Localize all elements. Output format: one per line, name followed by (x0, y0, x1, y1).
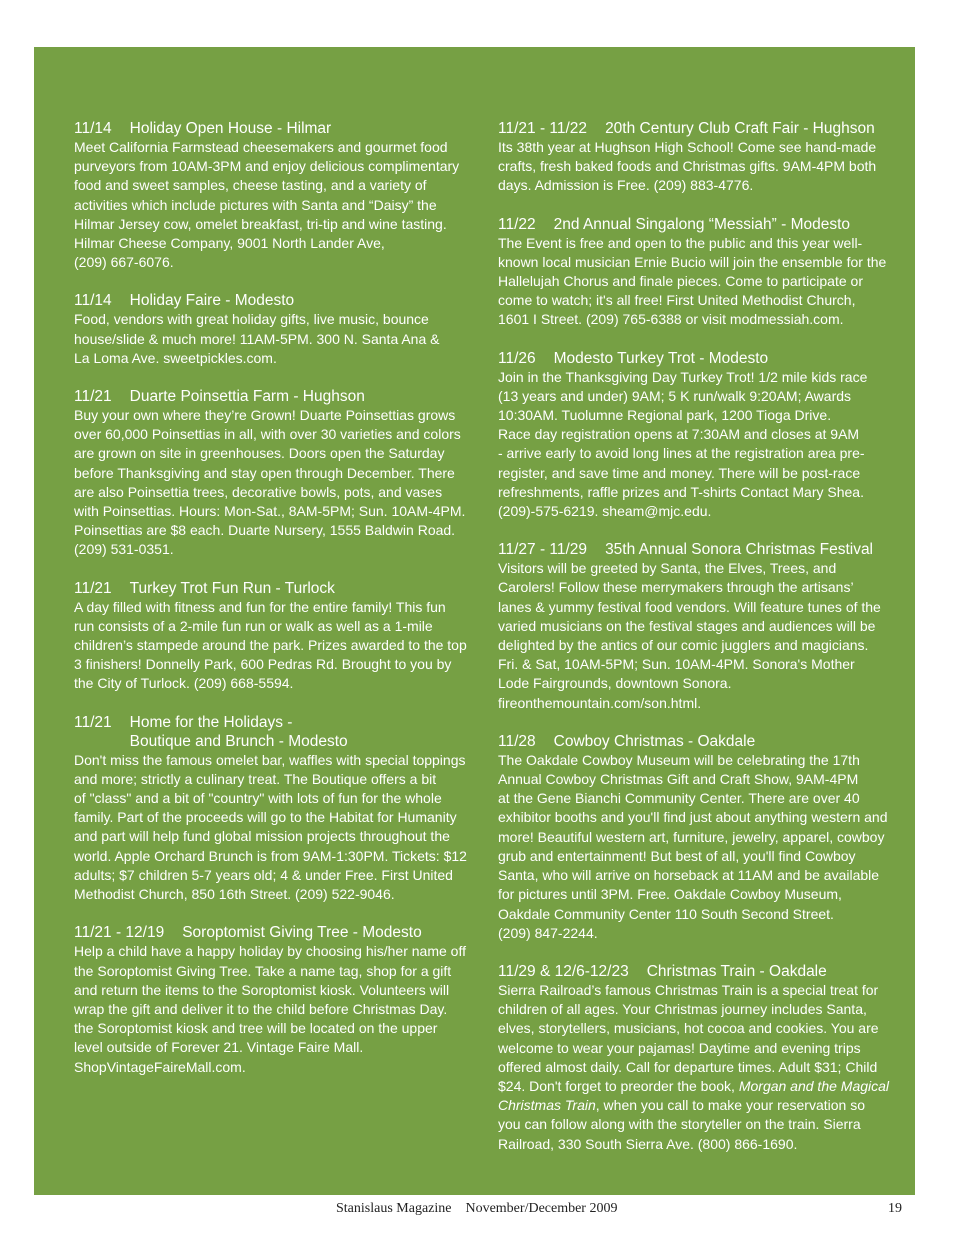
event-title-line: Turkey Trot Fun Run - Turlock (129, 579, 335, 597)
events-column-left (74, 119, 479, 1096)
event-date: 11/22 (498, 215, 536, 233)
event-description: A day filled with fitness and fun for the entire family! This fun run consists of a 2-mile fun run or walk as well as a 1-mile children’s stampede around the park. Prizes awarded to the top 3 finishers! Donnelly Park, 600 Pedras Rd. Brought to you by the City of Turlock. (209) 668-5594. (74, 598, 467, 692)
event-description: Buy your own where they’re Grown! Duarte Poinsettias grows over 60,000 Poinsettias in all, with over 30 varieties and colors are grown on site in greenhouses. Doors open the Saturday before Thanksgiving and stay open through December. There are also Poinsettia trees, decorative bowls, pots, and vases with Poinsettias. Hours: Mon-Sat., 8AM-5PM; Sun. 10AM-4PM. Poinsettias are $8 each. Duarte Nursery, 1555 Baldwin Road. (209) 531-0351. (74, 407, 466, 558)
event-title-line: Modesto Turkey Trot - Modesto (553, 349, 769, 367)
event-date: 11/21 - 11/22 (498, 120, 588, 137)
event-heading (498, 732, 906, 751)
event-item (498, 962, 906, 1154)
event-heading (498, 962, 906, 981)
event-heading (498, 119, 906, 138)
event-description: Help a child have a happy holiday by choosing his/her name off the Soroptomist Giving Tree. Take a name tag, shop for a gift and return the items to the Soroptomist kiosk. Volunteers will wrap the gift and deliver it to the child before Christmas Day. the Soroptomist kiosk and tree will be located on the upper level outside of Forever 21. Vintage Faire Mall. ShopVintageFaireMall.com. (74, 943, 466, 1075)
event-title (164, 923, 422, 942)
event-title-line: Home for the Holidays - (129, 713, 293, 731)
event-item (498, 732, 906, 943)
event-description: The Event is free and open to the public and this year well- known local musician Ernie Bucio will join the ensemble for the Hallelujah Chorus and finale pieces. Come to participate or come to watch; it's all free! First United Methodist Church, 1601 I Street. (209) 765-6388 or visit modmessiah.com. (498, 234, 887, 328)
event-item (498, 119, 906, 196)
event-title-line: 2nd Annual Singalong “Messiah” - Modesto (553, 215, 851, 233)
event-date: 11/21 (74, 579, 112, 597)
publication-info: Stanislaus Magazine November/December 2009 (336, 1201, 618, 1216)
event-item (498, 349, 906, 522)
event-date: 11/21 (74, 713, 112, 731)
page-number: 19 (888, 1201, 902, 1216)
description-text: Sierra Railroad’s famous Christmas Train is a special treat for children of all ages. Your Christmas journey includes Santa, elves, storytellers, musicians, hot cocoa and cookies. You are welcome to wear your pajamas! Daytime and evening trips offered almost daily. Call for departure times. Adult $31; Child $24. Don't forget to preorder the book, (498, 981, 879, 1094)
event-title (112, 119, 332, 138)
book-title: Morgan and the Magical Christmas Train (498, 1077, 890, 1114)
event-title-line: Boutique and Brunch - Modesto (129, 732, 348, 750)
event-title-line: 20th Century Club Craft Fair - Hughson (605, 120, 875, 137)
event-date: 11/14 (74, 120, 112, 137)
event-description: Don't miss the famous omelet bar, waffles with special toppings and more; strictly a culinary treat. The Boutique offers a bit of "class" and a bit of "country" with lots of fun for the whole family. Part of the proceeds will go to the Habitat for Humanity and part will help fund global mission projects throughout the world. Apple Orchard Brunch is from 9AM-1:30PM. Tickets: $12 adults; $7 children 5-7 years old; 4 & under Free. First United Methodist Church, 850 16th Street. (209) 522-9046. (74, 751, 467, 903)
event-description: Visitors will be greeted by Santa, the Elves, Trees, and Carolers! Follow these merrymakers through the artisans’ lanes & yummy festival food vendors. Will feature tunes of the varied musicians on the festival stages and audiences will be delighted by the antics of our comic jugglers and magicians. Fri. & Sat, 10AM-5PM; Sun. 10AM-4PM. Sonora's Mother Lode Fairgrounds, downtown Sonora. fireonthemountain.com/son.html. (498, 560, 881, 711)
event-title (587, 540, 873, 559)
event-title (536, 215, 850, 234)
event-description: Meet California Farmstead cheesemakers and gourmet food purveyors from 10AM-3PM and enjoy delicious complimentary food and sweet samples, cheese tasting, and a variety of activities which include pictures with Santa and “Daisy” the Hilmar Jersey cow, omelet breakfast, tri-tip and wine tasting. Hilmar Cheese Company, 9001 North Lander Ave, (209) 667-6076. (74, 139, 460, 271)
event-description: Its 38th year at Hughson High School! Come see hand-made crafts, fresh baked foods and Christmas gifts. 9AM-4PM both days. Admission is Free. (209) 883-4776. (498, 139, 877, 194)
event-title-line: Cowboy Christmas - Oakdale (553, 732, 756, 750)
event-date: 11/29 & 12/6-12/23 (498, 962, 629, 980)
event-heading (74, 291, 479, 310)
event-item (74, 579, 479, 694)
event-item (498, 215, 906, 330)
event-item (74, 923, 479, 1076)
event-item (74, 713, 479, 905)
event-title (629, 962, 827, 981)
event-title (536, 732, 756, 751)
event-heading (498, 349, 906, 368)
event-title-line: Holiday Faire - Modesto (129, 292, 295, 310)
event-description: Join in the Thanksgiving Day Turkey Trot! 1/2 mile kids race (13 years and under) 9AM; 5 K run/walk 9:20AM; Awards 10:30AM. Tuolumne Regional park, 1200 Tioga Drive. Race day registration opens at 7:30AM and closes at 9AM - arrive early to avoid long lines at the registration area pre- register, and save time and money. There will be post-race refreshments, raffle prizes and T-shirts Contact Mary Shea. (209)-575-6219. sheam@mjc.edu. (498, 368, 868, 520)
event-title-line: Holiday Open House - Hilmar (129, 120, 332, 137)
event-heading (74, 119, 479, 138)
event-heading (74, 923, 479, 942)
event-item (74, 119, 479, 272)
event-title-line: 35th Annual Sonora Christmas Festival (605, 541, 874, 559)
event-description (498, 981, 906, 1154)
event-title (112, 387, 365, 406)
event-heading (74, 713, 479, 751)
event-date: 11/14 (74, 292, 112, 310)
events-panel (34, 47, 915, 1195)
event-heading (498, 215, 906, 234)
event-heading (74, 579, 479, 598)
event-item (74, 291, 479, 368)
event-title-line: Duarte Poinsettia Farm - Hughson (129, 388, 365, 406)
event-date: 11/21 (74, 388, 112, 406)
event-heading (74, 387, 479, 406)
event-title (587, 119, 875, 138)
event-date: 11/21 - 12/19 (74, 924, 165, 942)
event-description: The Oakdale Cowboy Museum will be celebrating the 17th Annual Cowboy Christmas Gift and Craft Show, 9AM-4PM at the Gene Bianchi Community Center. There are over 40 exhibitor booths and you'll find just about anything western and more! Beautiful western art, furniture, jewelry, apparel, cowboy grub and entertainment! But best of all, you'll find Cowboy Santa, who will arrive on horseback at 11AM and be available for pictures until 3PM. Free. Oakdale Cowboy Museum, Oakdale Community Center 110 South Second Street. (209) 847-2244. (498, 751, 888, 941)
event-title (536, 349, 769, 368)
event-date: 11/27 - 11/29 (498, 541, 588, 559)
event-date: 11/26 (498, 349, 536, 367)
event-item (498, 540, 906, 713)
event-title-line: Soroptomist Giving Tree - Modesto (182, 924, 422, 942)
event-title (112, 579, 335, 598)
description-text: , when you call to make your reservation so you can follow along with the storyteller on the train. Sierra Railroad, 330 South Sierra Ave. (800) 866-1690. (498, 1097, 866, 1152)
event-heading (498, 540, 906, 559)
events-column-right (498, 119, 906, 1173)
event-item (74, 387, 479, 560)
event-title (112, 291, 295, 310)
event-date: 11/28 (498, 732, 536, 750)
event-title-line: Christmas Train - Oakdale (646, 962, 827, 980)
event-title (112, 713, 348, 751)
event-description: Food, vendors with great holiday gifts, live music, bounce house/slide & much more! 11AM-5PM. 300 N. Santa Ana & La Loma Ave. sweetpickles.com. (74, 311, 440, 366)
